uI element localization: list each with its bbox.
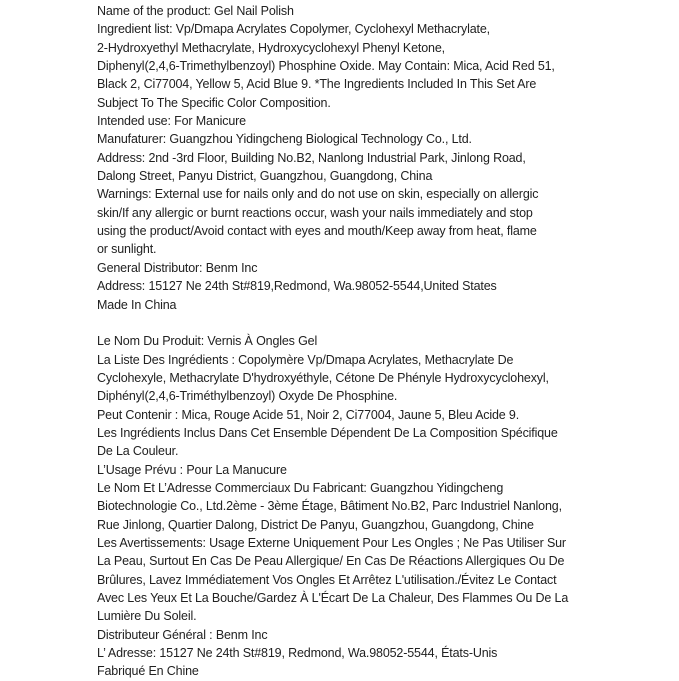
label-line-product-name: Name of the product: Gel Nail Polish (97, 4, 294, 18)
label-line-intended-use-fr: L’Usage Prévu : Pour La Manucure (97, 462, 287, 477)
english-section (97, 2, 568, 314)
label-line-address: Address: 2nd -3rd Floor, Building No.B2, Nanlong Industrial Park, Jinlong Road, (97, 150, 526, 165)
label-line: using the product/Avoid contact with eyes and mouth/Keep away from heat, flame (97, 224, 537, 239)
label-line-intended-use: Intended use: For Manicure (97, 114, 246, 129)
label-line: 2-Hydroxyethyl Methacrylate, Hydroxycyclohexyl Phenyl Ketone, (97, 40, 445, 55)
label-line: or sunlight. (97, 242, 157, 257)
label-line-ingredients-fr: La Liste Des Ingrédients : Copolymère Vp/Dmapa Acrylates, Methacrylate De (97, 352, 514, 367)
label-line: Biotechnologie Co., Ltd.2ème - 3ème Étage, Bâtiment No.B2, Parc Industriel Nanlong, (97, 499, 562, 514)
label-line: Subject To The Specific Color Composition. (97, 95, 331, 110)
label-line: Diphényl(2,4,6-Triméthylbenzoyl) Oxyde De Phosphine. (97, 389, 398, 404)
label-line-product-name-fr: Le Nom Du Produit: Vernis À Ongles Gel (97, 334, 318, 349)
label-line-manufacturer-fr: Le Nom Et L’Adresse Commerciaux Du Fabricant: Guangzhou Yidingcheng (97, 480, 504, 495)
label-line-distributor-address-fr: L’ Adresse: 15127 Ne 24th St#819, Redmond, Wa.98052-5544, États-Unis (97, 646, 498, 661)
label-line-distributor: General Distributor: Benm Inc (97, 260, 258, 275)
product-label-document (97, 2, 568, 681)
label-line: Rue Jinlong, Quartier Dalong, District De Panyu, Guangzhou, Guangdong, Chine (97, 517, 534, 532)
label-line-manufacturer: Manufaturer: Guangzhou Yidingcheng Biological Technology Co., Ltd. (97, 132, 472, 147)
label-line-distributor-fr: Distributeur Général : Benm Inc (97, 627, 268, 642)
label-line: Avec Les Yeux Et La Bouche/Gardez À L'Écart De La Chaleur, Des Flammes Ou De La (97, 591, 569, 605)
label-line: La Peau, Surtout En Cas De Peau Allergique/ En Cas De Réactions Allergiques Ou De (97, 554, 565, 569)
label-line: Brûlures, Lavez Immédiatement Vos Ongles Et Arrêtez L'utilisation./Évitez Le Contact (97, 572, 557, 587)
label-line-distributor-address: Address: 15127 Ne 24th St#819,Redmond, Wa.98052-5544,United States (97, 279, 497, 294)
label-line: skin/If any allergic or burnt reactions occur, wash your nails immediately and stop (97, 205, 533, 220)
label-line: Lumière Du Soleil. (97, 609, 197, 624)
label-line: Black 2, Ci77004, Yellow 5, Acid Blue 9. *The Ingredients Included In This Set Are (97, 77, 537, 92)
label-line-made-in: Made In China (97, 297, 177, 312)
label-line: Peut Contenir : Mica, Rouge Acide 51, Noir 2, Ci77004, Jaune 5, Bleu Acide 9. (97, 407, 520, 422)
label-line: De La Couleur. (97, 444, 179, 459)
label-line: Dalong Street, Panyu District, Guangzhou, Guangdong, China (97, 169, 433, 184)
label-line: Diphenyl(2,4,6-Trimethylbenzoyl) Phosphine Oxide. May Contain: Mica, Acid Red 51, (97, 59, 555, 74)
label-line-made-in-fr: Fabriqué En Chine (97, 664, 199, 679)
french-section (97, 332, 568, 681)
label-line-warnings: Warnings: External use for nails only and do not use on skin, especially on allergic (97, 187, 539, 202)
label-line: Les Ingrédients Inclus Dans Cet Ensemble Dépendent De La Composition Spécifique (97, 425, 558, 440)
label-line-warnings-fr: Les Avertissements: Usage Externe Uniquement Pour Les Ongles ; Ne Pas Utiliser Sur (97, 535, 566, 550)
label-line: Cyclohexyle, Methacrylate D'hydroxyéthyle, Cétone De Phényle Hydroxycyclohexyl, (97, 370, 549, 385)
label-line-ingredients: Ingredient list: Vp/Dmapa Acrylates Copolymer, Cyclohexyl Methacrylate, (97, 22, 490, 37)
